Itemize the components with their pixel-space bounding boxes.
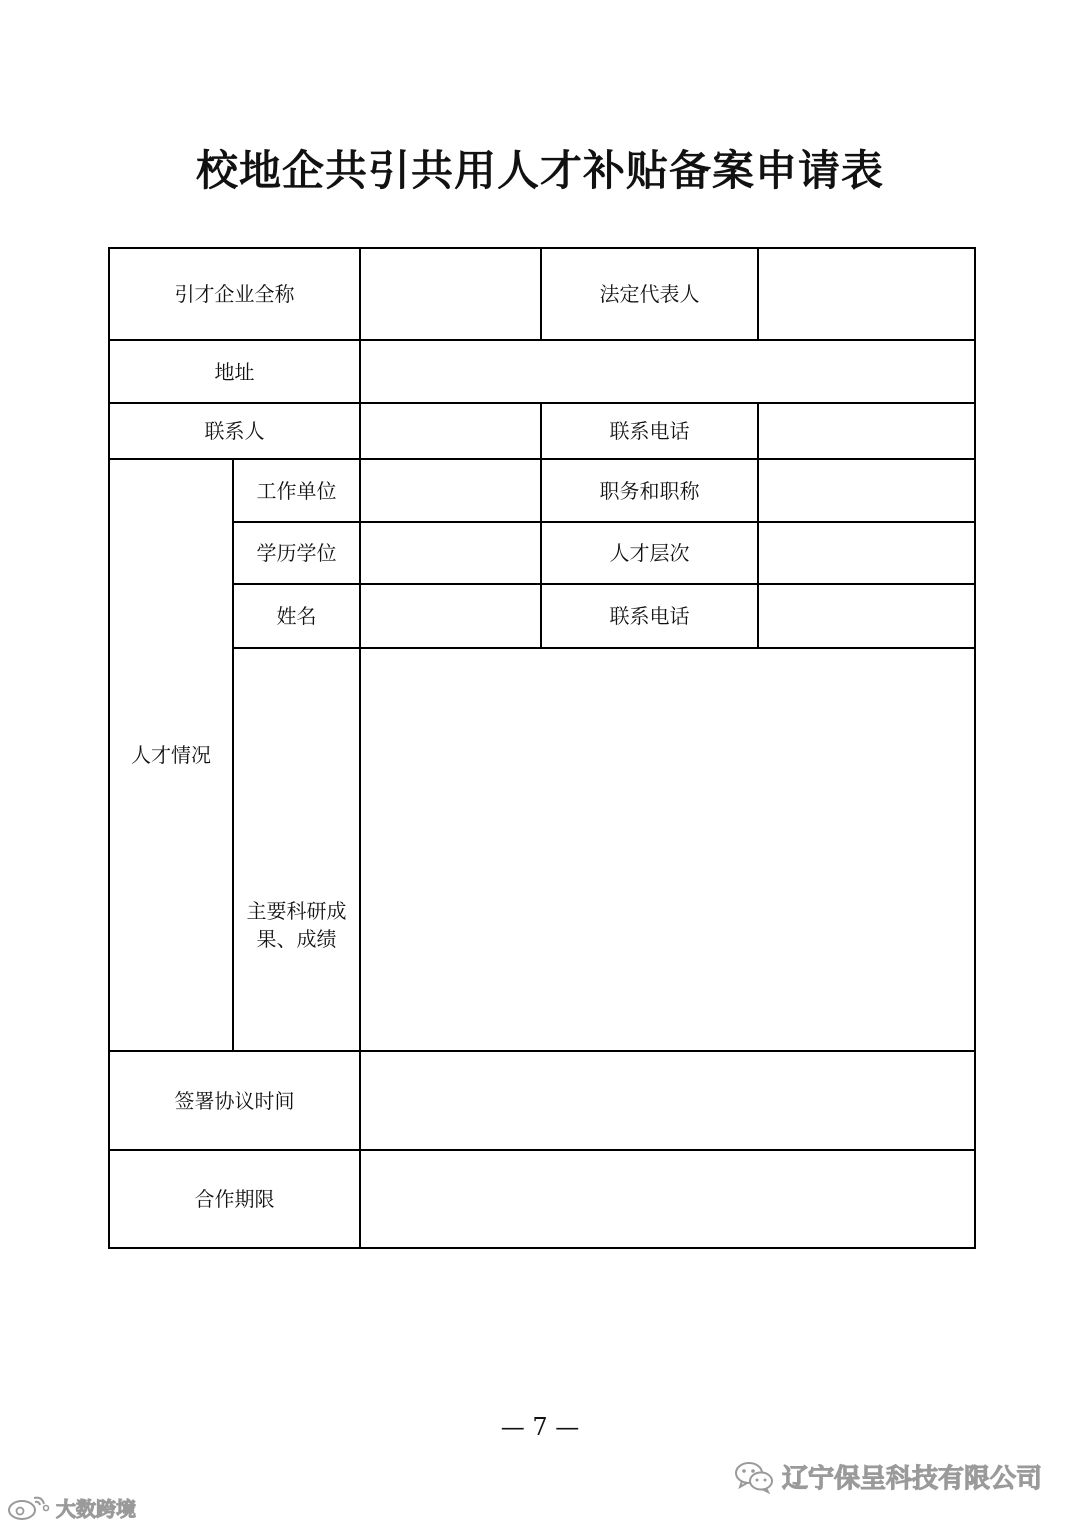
agreement-date-field[interactable] [360, 1051, 975, 1150]
row-company [109, 248, 975, 340]
company-full-name-label: 引才企业全称 [109, 248, 360, 340]
workplace-field[interactable] [360, 459, 541, 522]
row-contact [109, 403, 975, 459]
address-field[interactable] [360, 340, 975, 403]
watermark-left-text: 大数跨境 [56, 1496, 136, 1521]
education-label: 学历学位 [233, 522, 360, 584]
cooperation-period-field[interactable] [360, 1150, 975, 1248]
row-achievements [109, 648, 975, 1051]
name-field[interactable] [360, 584, 541, 648]
address-label: 地址 [109, 340, 360, 403]
weibo-icon [6, 1492, 50, 1522]
contact-person-field[interactable] [360, 403, 541, 459]
achievements-label-line2: 果、成绩 [256, 926, 337, 951]
row-address [109, 340, 975, 403]
talent-phone-field[interactable] [758, 584, 975, 648]
achievements-label-line1: 主要科研成 [246, 898, 347, 923]
page-number: — 7 — [500, 1413, 580, 1441]
legal-rep-label: 法定代表人 [541, 248, 758, 340]
row-workplace [109, 459, 975, 522]
position-title-label: 职务和职称 [541, 459, 758, 522]
contact-person-label: 联系人 [109, 403, 360, 459]
education-field[interactable] [360, 522, 541, 584]
talent-level-field[interactable] [758, 522, 975, 584]
position-title-field[interactable] [758, 459, 975, 522]
watermark-right-text: 辽宁保呈科技有限公司 [781, 1464, 1042, 1494]
row-cooperation-period [109, 1150, 975, 1248]
legal-rep-field[interactable] [758, 248, 975, 340]
talent-level-label: 人才层次 [541, 522, 758, 584]
application-form [108, 247, 976, 1249]
cooperation-period-label: 合作期限 [109, 1150, 360, 1248]
row-name [109, 584, 975, 648]
company-full-name-field[interactable] [360, 248, 541, 340]
talent-phone-label: 联系电话 [541, 584, 758, 648]
agreement-date-label: 签署协议时间 [109, 1051, 360, 1150]
talent-section-label: 人才情况 [109, 459, 233, 1051]
row-agreement-date [109, 1051, 975, 1150]
contact-phone-label: 联系电话 [541, 403, 758, 459]
row-education [109, 522, 975, 584]
achievements-label [233, 648, 360, 1051]
workplace-label: 工作单位 [233, 459, 360, 522]
watermark-left [6, 1492, 136, 1522]
contact-phone-field[interactable] [758, 403, 975, 459]
page-title: 校地企共引共用人才补贴备案申请表 [195, 146, 884, 195]
watermark-right [734, 1458, 1042, 1495]
achievements-field[interactable] [360, 648, 975, 1051]
name-label: 姓名 [233, 584, 360, 648]
wechat-icon [734, 1460, 774, 1494]
